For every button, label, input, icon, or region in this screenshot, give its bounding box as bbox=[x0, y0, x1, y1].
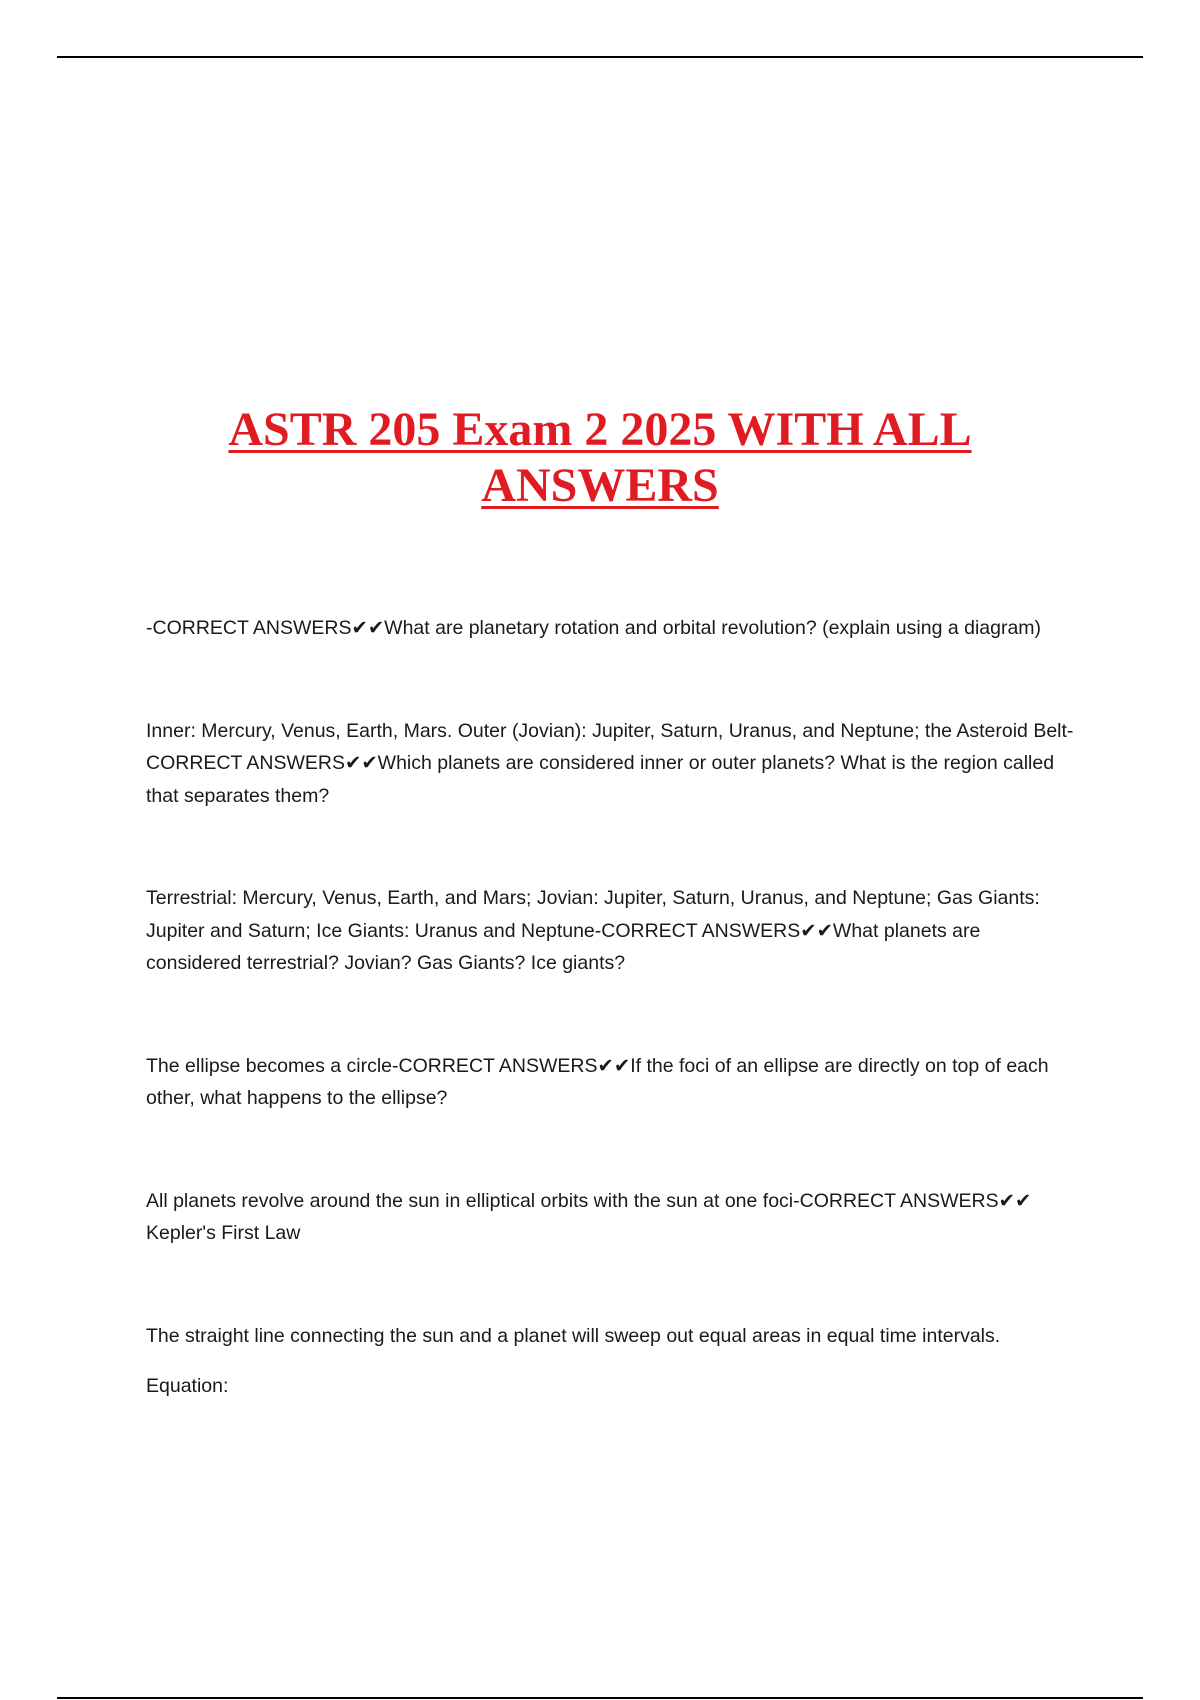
top-rule bbox=[57, 56, 1143, 58]
bottom-rule bbox=[57, 1697, 1143, 1699]
qa-list bbox=[146, 612, 1076, 1473]
qa-entry-keplers-first-law: All planets revolve around the sun in elliptical orbits with the sun at one foci-CORRECT ANSWERS✔✔ Kepler's First Law bbox=[146, 1189, 1032, 1244]
qa-entry-equal-areas: The straight line connecting the sun and a planet will sweep out equal areas in equal time intervals. bbox=[146, 1324, 1001, 1347]
document-title bbox=[0, 402, 1200, 514]
qa-entry-planet-types: Terrestrial: Mercury, Venus, Earth, and Mars; Jovian: Jupiter, Saturn, Uranus, and Neptune; Gas Giants: Jupiter and Saturn; Ice Giants: Uranus and Neptune-CORRECT ANSWERS✔✔What planets are considered terrestrial? Jovian? Gas Giants? Ice giants? bbox=[146, 887, 1040, 974]
title-line-1: ASTR 205 Exam 2 2025 WITH ALL bbox=[228, 403, 972, 456]
title-line-2: ANSWERS bbox=[481, 459, 719, 512]
qa-entry-rotation-revolution: -CORRECT ANSWERS✔✔What are planetary rotation and orbital revolution? (explain using a diagram) bbox=[146, 617, 1042, 639]
qa-entry-equation-label: Equation: bbox=[146, 1375, 229, 1397]
qa-entry-ellipse-foci: The ellipse becomes a circle-CORRECT ANSWERS✔✔If the foci of an ellipse are directly on top of each other, what happens to the ellipse? bbox=[146, 1054, 1049, 1109]
qa-entry-inner-outer-planets: Inner: Mercury, Venus, Earth, Mars. Outer (Jovian): Jupiter, Saturn, Uranus, and Neptune; the Asteroid Belt-CORRECT ANSWERS✔✔Which planets are considered inner or outer planets? What is the region called that separates them? bbox=[146, 719, 1074, 807]
